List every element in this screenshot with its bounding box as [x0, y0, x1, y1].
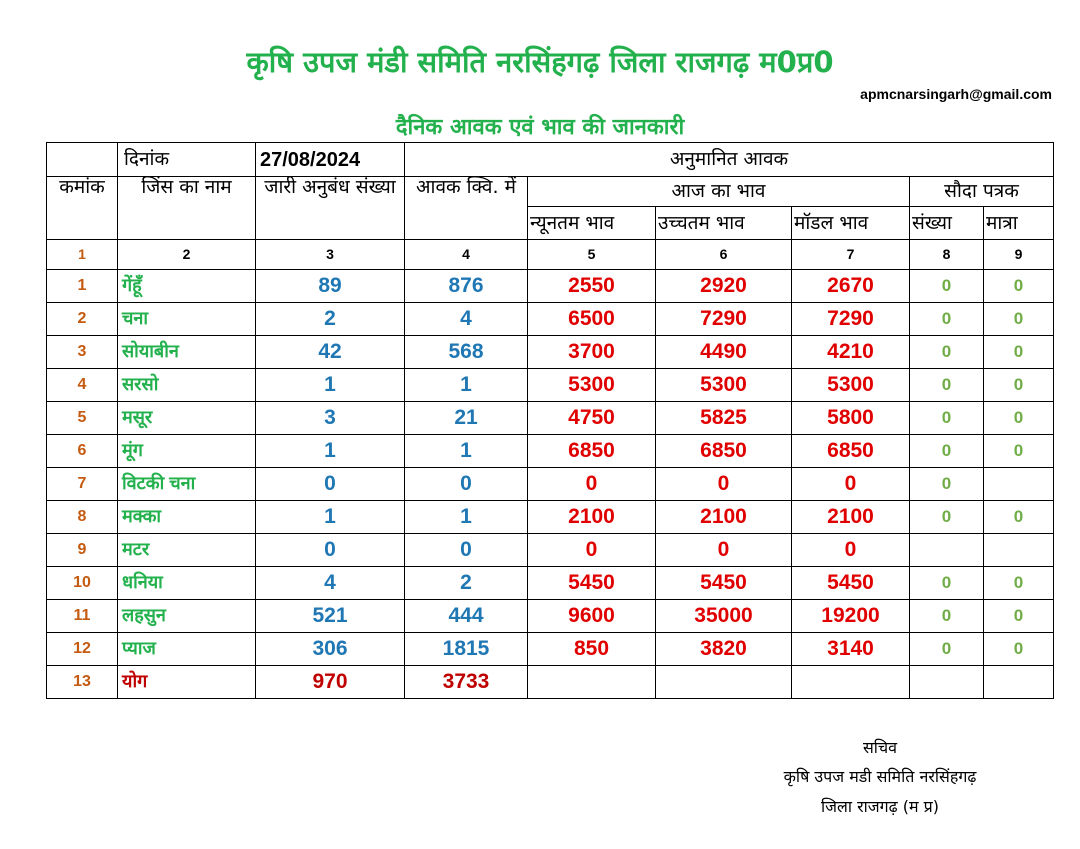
page-subtitle: दैनिक आवक एवं भाव की जानकारी	[395, 115, 685, 140]
deal-count: 0	[910, 468, 984, 501]
commodity-name: सोयाबीन	[118, 336, 256, 369]
commodity-name: मक्का	[118, 501, 256, 534]
deal-quantity-header: मात्रा	[984, 207, 1054, 240]
deal-quantity: 0	[984, 600, 1054, 633]
modal-price: 5300	[792, 369, 910, 402]
row-serial: 1	[47, 270, 118, 303]
contracts-count: 1	[256, 501, 405, 534]
serial-header: कमांक	[47, 177, 118, 240]
deal-count: 0	[910, 501, 984, 534]
modal-price: 4210	[792, 336, 910, 369]
empty-cell	[656, 666, 792, 699]
min-price: 0	[528, 534, 656, 567]
arrival-quantity: 21	[405, 402, 528, 435]
table-row	[47, 270, 1054, 303]
row-serial: 12	[47, 633, 118, 666]
row-serial: 3	[47, 336, 118, 369]
modal-price-header: मॉडल भाव	[792, 207, 910, 240]
table-row	[47, 303, 1054, 336]
arrival-quantity: 568	[405, 336, 528, 369]
deal-quantity: 0	[984, 567, 1054, 600]
deal-quantity: 0	[984, 501, 1054, 534]
commodity-name: चना	[118, 303, 256, 336]
modal-price: 2100	[792, 501, 910, 534]
row-serial: 7	[47, 468, 118, 501]
contracts-count: 306	[256, 633, 405, 666]
deal-count-header: संख्या	[910, 207, 984, 240]
column-number: 1	[47, 240, 118, 270]
max-price: 7290	[656, 303, 792, 336]
page-title: कृषि उपज मंडी समिति नरसिंहगढ़ जिला राजगढ़ म0प्र0	[246, 45, 834, 79]
arrival-quantity: 444	[405, 600, 528, 633]
arrival-quantity: 1815	[405, 633, 528, 666]
modal-price: 3140	[792, 633, 910, 666]
table-row	[47, 501, 1054, 534]
min-price: 9600	[528, 600, 656, 633]
row-serial: 11	[47, 600, 118, 633]
contracts-count: 0	[256, 534, 405, 567]
column-number: 6	[656, 240, 792, 270]
commodity-name-header: जिंस का नाम	[118, 177, 256, 240]
deal-sheet-header: सौदा पत्रक	[910, 177, 1054, 207]
table-row	[47, 468, 1054, 501]
email-address: apmcnarsingarh@gmail.com	[860, 86, 1052, 102]
column-number: 8	[910, 240, 984, 270]
max-price: 0	[656, 534, 792, 567]
contracts-count: 89	[256, 270, 405, 303]
max-price: 3820	[656, 633, 792, 666]
arrival-quantity: 0	[405, 534, 528, 567]
min-price: 6500	[528, 303, 656, 336]
table-row	[47, 534, 1054, 567]
deal-quantity: 0	[984, 633, 1054, 666]
max-price: 5300	[656, 369, 792, 402]
deal-quantity	[984, 468, 1054, 501]
modal-price: 6850	[792, 435, 910, 468]
commodity-name: गेंहूँ	[118, 270, 256, 303]
commodity-name: मसूर	[118, 402, 256, 435]
column-number: 4	[405, 240, 528, 270]
max-price: 6850	[656, 435, 792, 468]
empty-cell	[528, 666, 656, 699]
max-price: 0	[656, 468, 792, 501]
arrival-quantity: 4	[405, 303, 528, 336]
contracts-count: 1	[256, 435, 405, 468]
deal-count: 0	[910, 600, 984, 633]
deal-count: 0	[910, 270, 984, 303]
arrival-quantity: 876	[405, 270, 528, 303]
blank-corner-cell	[47, 143, 118, 177]
modal-price: 2670	[792, 270, 910, 303]
contracts-count: 4	[256, 567, 405, 600]
total-label: योग	[118, 666, 256, 699]
min-price: 5450	[528, 567, 656, 600]
table-row	[47, 600, 1054, 633]
min-price: 850	[528, 633, 656, 666]
min-price: 6850	[528, 435, 656, 468]
table-row	[47, 402, 1054, 435]
column-number: 5	[528, 240, 656, 270]
modal-price: 5800	[792, 402, 910, 435]
contracts-count: 0	[256, 468, 405, 501]
commodity-name: धनिया	[118, 567, 256, 600]
deal-count: 0	[910, 402, 984, 435]
commodity-name: सरसो	[118, 369, 256, 402]
column-number: 2	[118, 240, 256, 270]
max-price: 2100	[656, 501, 792, 534]
row-serial: 9	[47, 534, 118, 567]
max-price: 4490	[656, 336, 792, 369]
min-price: 3700	[528, 336, 656, 369]
deal-count: 0	[910, 303, 984, 336]
min-price: 4750	[528, 402, 656, 435]
row-serial: 4	[47, 369, 118, 402]
deal-count: 0	[910, 336, 984, 369]
contracts-count: 1	[256, 369, 405, 402]
empty-cell	[792, 666, 910, 699]
table-row	[47, 567, 1054, 600]
column-number: 3	[256, 240, 405, 270]
contracts-header: जारी अनुबंध संख्या	[256, 177, 405, 240]
total-contracts: 970	[256, 666, 405, 699]
contracts-count: 3	[256, 402, 405, 435]
modal-price: 19200	[792, 600, 910, 633]
commodity-name: मूंग	[118, 435, 256, 468]
min-price: 2550	[528, 270, 656, 303]
deal-quantity: 0	[984, 402, 1054, 435]
commodity-name: प्याज	[118, 633, 256, 666]
min-price-header: न्यूनतम भाव	[528, 207, 656, 240]
row-serial: 6	[47, 435, 118, 468]
min-price: 0	[528, 468, 656, 501]
arrival-quantity: 1	[405, 501, 528, 534]
total-arrival: 3733	[405, 666, 528, 699]
min-price: 2100	[528, 501, 656, 534]
deal-quantity: 0	[984, 336, 1054, 369]
row-serial: 2	[47, 303, 118, 336]
empty-cell	[984, 666, 1054, 699]
modal-price: 7290	[792, 303, 910, 336]
arrival-quantity-header: आवक क्वि. में	[405, 177, 528, 240]
max-price: 5450	[656, 567, 792, 600]
estimated-arrival-header: अनुमानित आवक	[405, 143, 1054, 177]
deal-quantity: 0	[984, 270, 1054, 303]
contracts-count: 42	[256, 336, 405, 369]
max-price: 2920	[656, 270, 792, 303]
row-serial: 8	[47, 501, 118, 534]
row-serial: 10	[47, 567, 118, 600]
empty-cell	[910, 666, 984, 699]
column-number: 7	[792, 240, 910, 270]
table-row	[47, 369, 1054, 402]
contracts-count: 521	[256, 600, 405, 633]
commodity-name: मटर	[118, 534, 256, 567]
arrival-quantity: 2	[405, 567, 528, 600]
commodity-name: विटकी चना	[118, 468, 256, 501]
signature-title: सचिव	[862, 738, 898, 757]
table-row	[47, 435, 1054, 468]
max-price: 35000	[656, 600, 792, 633]
arrival-quantity: 0	[405, 468, 528, 501]
table-row	[47, 336, 1054, 369]
modal-price: 5450	[792, 567, 910, 600]
today-price-header: आज का भाव	[528, 177, 910, 207]
max-price: 5825	[656, 402, 792, 435]
signature-district: जिला राजगढ़ (म प्र)	[821, 797, 939, 816]
min-price: 5300	[528, 369, 656, 402]
deal-count: 0	[910, 567, 984, 600]
arrival-quantity: 1	[405, 435, 528, 468]
modal-price: 0	[792, 534, 910, 567]
signature-committee: कृषि उपज मडी समिति नरसिंहगढ़	[783, 767, 977, 786]
table-row	[47, 633, 1054, 666]
deal-quantity	[984, 534, 1054, 567]
deal-count	[910, 534, 984, 567]
total-serial: 13	[47, 666, 118, 699]
contracts-count: 2	[256, 303, 405, 336]
deal-count: 0	[910, 369, 984, 402]
deal-quantity: 0	[984, 369, 1054, 402]
commodity-name: लहसुन	[118, 600, 256, 633]
modal-price: 0	[792, 468, 910, 501]
arrival-price-table	[46, 142, 1054, 699]
column-number: 9	[984, 240, 1054, 270]
deal-count: 0	[910, 435, 984, 468]
date-value: 27/08/2024	[256, 143, 405, 177]
date-label: दिनांक	[118, 143, 256, 177]
deal-quantity: 0	[984, 303, 1054, 336]
row-serial: 5	[47, 402, 118, 435]
arrival-quantity: 1	[405, 369, 528, 402]
max-price-header: उच्चतम भाव	[656, 207, 792, 240]
deal-quantity: 0	[984, 435, 1054, 468]
deal-count: 0	[910, 633, 984, 666]
